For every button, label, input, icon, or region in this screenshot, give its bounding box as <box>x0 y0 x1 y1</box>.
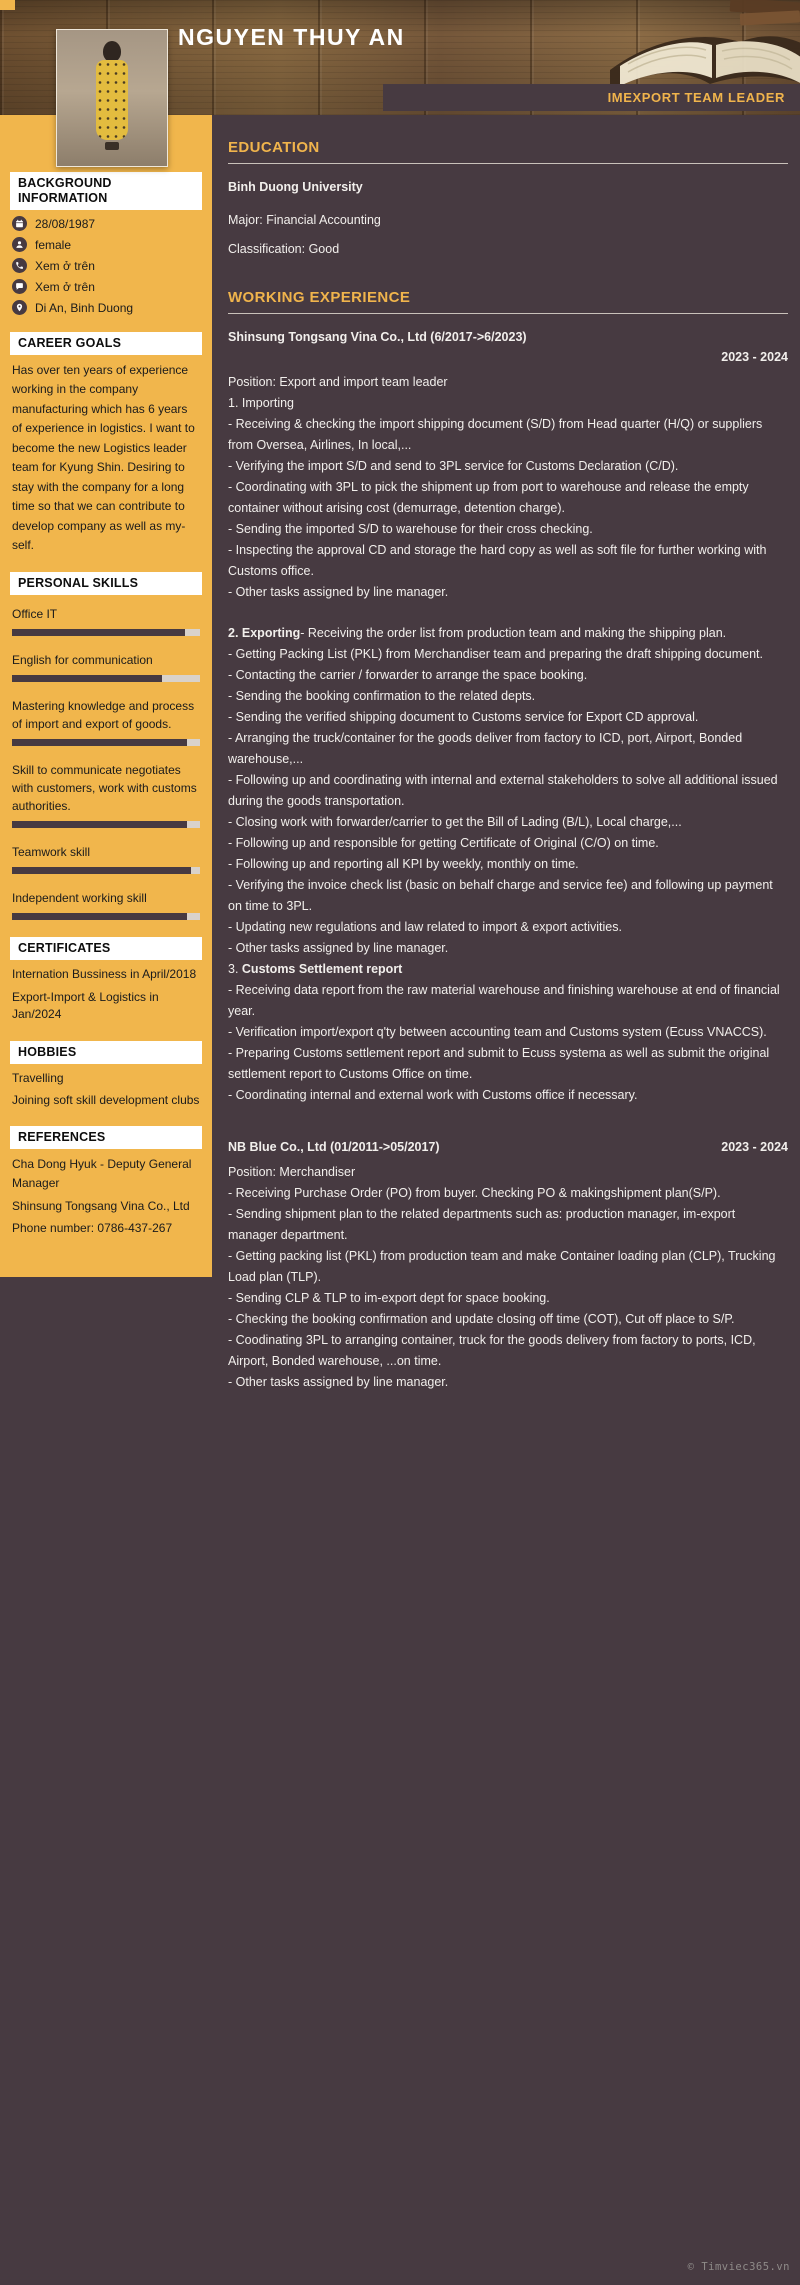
certificate-item: Export-Import & Logistics in Jan/2024 <box>12 989 159 1022</box>
background-information-title: BACKGROUND INFORMATION <box>10 172 202 210</box>
skill-bar <box>12 739 200 746</box>
job-detail-line: 1. Importing <box>228 396 295 410</box>
background-info-item <box>12 300 200 315</box>
references-list <box>10 1155 202 1237</box>
job-period: 2023 - 2024 <box>721 1140 788 1154</box>
skill-item <box>12 697 200 746</box>
job-company: Shinsung Tongsang Vina Co., Ltd (6/2017->6/2023) <box>228 330 527 344</box>
certificates-title: CERTIFICATES <box>10 937 202 960</box>
skill-bar <box>12 675 200 682</box>
background-info-item <box>12 237 200 252</box>
job-detail-line: - Verifying the import S/D and send to 3PL service for Customs Declaration (C/D). <box>228 459 679 473</box>
background-info-text: 28/08/1987 <box>35 216 96 231</box>
job-detail-line: - Sending CLP & TLP to im-export dept for space booking. <box>228 1291 550 1305</box>
skill-bar-fill <box>12 913 187 920</box>
photo-person-head <box>103 41 121 62</box>
career-goals-section <box>10 332 202 555</box>
job-entry <box>228 1140 788 1393</box>
chat-icon <box>12 279 27 294</box>
main-content <box>228 115 788 1393</box>
job-title-badge <box>383 84 800 111</box>
job-detail-line: - Sending shipment plan to the related departments such as: production manager, im-export manager department. <box>228 1207 736 1242</box>
job-detail-line: - Closing work with forwarder/carrier to get the Bill of Lading (B/L), Local charge,... <box>228 815 682 829</box>
corner-accent <box>0 0 15 10</box>
personal-skills-title: PERSONAL SKILLS <box>10 572 202 595</box>
job-detail-line: - Other tasks assigned by line manager. <box>228 585 449 599</box>
job-detail-line: - Checking the booking confirmation and update closing off time (COT), Cut off place to S/P. <box>228 1312 735 1326</box>
reference-line: Cha Dong Hyuk - Deputy General Manager <box>12 1157 192 1190</box>
education-major: Major: Financial Accounting <box>228 213 381 227</box>
skill-label: Skill to communicate negotiates with customers, work with customs authorities. <box>12 763 197 814</box>
job-detail-line: - Other tasks assigned by line manager. <box>228 941 449 955</box>
working-experience-section <box>228 289 788 1393</box>
background-info-item <box>12 216 200 231</box>
certificates-list <box>10 966 202 1023</box>
job-detail-line: - Getting packing list (PKL) from production team and make Container loading plan (CLP), Trucking Load plan (TLP). <box>228 1249 776 1284</box>
job-detail-line: - Inspecting the approval CD and storage the hard copy as well as soft file for further working with Customs office. <box>228 543 767 578</box>
career-goals-text: Has over ten years of experience working in the company manufacturing which has 6 years of experience in logistics. I want to become the new Logistics leader team for Kyung Shin. Desiring to stay with the company for a long time so that we can contribute to develop company as well as my-self. <box>12 363 195 552</box>
job-detail-line: - Arranging the truck/container for the goods deliver from factory to ICD, port, Airport, Bonded warehouse,... <box>228 731 743 766</box>
working-experience-heading: WORKING EXPERIENCE <box>228 289 788 314</box>
certificate-item: Internation Bussiness in April/2018 <box>12 967 197 982</box>
job-detail-line: - Getting Packing List (PKL) from Merchandiser team and preparing the draft shipping document. <box>228 647 763 661</box>
skill-bar <box>12 867 200 874</box>
reference-line: Phone number: 0786-437-267 <box>12 1221 173 1236</box>
background-info-item <box>12 258 200 273</box>
skill-label: Office IT <box>12 607 58 622</box>
phone-icon <box>12 258 27 273</box>
hobby-item: Joining soft skill development clubs <box>12 1092 200 1107</box>
gender-icon <box>12 237 27 252</box>
background-info-text: Di An, Binh Duong <box>35 300 134 315</box>
job-title-badge-label: IMEXPORT TEAM LEADER <box>607 90 785 105</box>
job-detail-line: - Following up and responsible for getting Certificate of Original (C/O) on time. <box>228 836 659 850</box>
skill-bar-fill <box>12 867 191 874</box>
skill-bar-fill <box>12 675 162 682</box>
skill-bar-fill <box>12 739 187 746</box>
job-detail-line: - Other tasks assigned by line manager. <box>228 1375 449 1389</box>
job-detail-line: - Verification import/export q'ty between accounting team and Customs system (Ecuss VNACCS). <box>228 1025 767 1039</box>
photo-person-dress <box>96 60 128 140</box>
watermark: © Timviec365.vn <box>687 2261 790 2273</box>
career-goals-title: CAREER GOALS <box>10 332 202 355</box>
skill-bar <box>12 821 200 828</box>
education-school: Binh Duong University <box>228 180 363 194</box>
job-detail-line: Position: Export and import team leader <box>228 375 448 389</box>
job-detail-line: - Verifying the invoice check list (basic on behalf charge and service fee) and following up payment on time to 3PL. <box>228 878 773 913</box>
job-detail-line: - Contacting the carrier / forwarder to arrange the space booking. <box>228 668 588 682</box>
skill-item <box>12 605 200 636</box>
background-info-item <box>12 279 200 294</box>
job-detail-line: - Receiving & checking the import shipping document (S/D) from Head quarter (H/Q) or suppliers from Oversea, Airlines, In local,... <box>228 417 763 452</box>
job-detail-line: - Receiving Purchase Order (PO) from buyer. Checking PO & makingshipment plan(S/P). <box>228 1186 721 1200</box>
skill-label: Independent working skill <box>12 891 147 906</box>
background-info-text: Xem ở trên <box>35 258 95 273</box>
job-detail-line: - Following up and reporting all KPI by weekly, monthly on time. <box>228 857 579 871</box>
job-detail-line: - Following up and coordinating with internal and external stakeholders to solve all additional issued during the goods transportation. <box>228 773 778 808</box>
skill-label: Mastering knowledge and process of import and export of goods. <box>12 699 195 732</box>
sidebar <box>0 115 212 1277</box>
skill-item <box>12 761 200 828</box>
education-heading: EDUCATION <box>228 139 788 164</box>
job-detail-line: - Preparing Customs settlement report and submit to Ecuss systema as well as submit the original settlement report to Customs Office on time. <box>228 1046 770 1081</box>
job-detail-line: - Coordinating internal and external work with Customs office if necessary. <box>228 1088 638 1102</box>
job-detail-line: 2. Exporting- Receiving the order list from production team and making the shipping plan. <box>228 626 727 640</box>
education-classification: Classification: Good <box>228 242 340 256</box>
background-info-text: Xem ở trên <box>35 279 95 294</box>
skill-item <box>12 651 200 682</box>
skill-bar-fill <box>12 629 185 636</box>
skill-label: Teamwork skill <box>12 845 91 860</box>
hobbies-title: HOBBIES <box>10 1041 202 1064</box>
background-info-list <box>10 216 202 315</box>
job-detail-line: - Receiving data report from the raw material warehouse and finishing warehouse at end of financial year. <box>228 983 780 1018</box>
hobbies-section <box>10 1041 202 1110</box>
references-section <box>10 1126 202 1237</box>
certificates-section <box>10 937 202 1023</box>
job-detail-line: - Coordinating with 3PL to pick the shipment up from port to warehouse and release the empty container without arising cost (demurrage, detention charge). <box>228 480 749 515</box>
skill-item <box>12 843 200 874</box>
background-information-section <box>10 172 202 315</box>
jobs-list <box>228 330 788 1393</box>
hobby-item: Travelling <box>12 1070 64 1085</box>
skill-item <box>12 889 200 920</box>
skills-list <box>10 605 202 920</box>
job-entry <box>228 330 788 1106</box>
personal-skills-section <box>10 572 202 920</box>
education-section <box>228 139 788 259</box>
job-period: 2023 - 2024 <box>721 350 788 364</box>
background-info-text: female <box>35 237 72 252</box>
job-detail-line: - Sending the verified shipping document to Customs service for Export CD approval. <box>228 710 699 724</box>
calendar-icon <box>12 216 27 231</box>
job-detail-line: - Sending the booking confirmation to the related depts. <box>228 689 536 703</box>
hobbies-list <box>10 1070 202 1110</box>
profile-photo <box>56 29 168 167</box>
photo-person-feet <box>105 142 119 150</box>
skill-bar-fill <box>12 821 187 828</box>
candidate-name: NGUYEN THUY AN <box>178 24 405 50</box>
job-header <box>228 330 788 364</box>
job-detail-line: Position: Merchandiser <box>228 1165 356 1179</box>
skill-bar <box>12 913 200 920</box>
job-detail-line: - Updating new regulations and law related to import & export activities. <box>228 920 622 934</box>
job-header <box>228 1140 788 1154</box>
job-detail-line: 3. Customs Settlement report <box>228 962 403 976</box>
skill-label: English for communication <box>12 653 153 668</box>
job-company: NB Blue Co., Ltd (01/2011->05/2017) <box>228 1140 440 1154</box>
location-icon <box>12 300 27 315</box>
skill-bar <box>12 629 200 636</box>
job-detail-line: - Sending the imported S/D to warehouse for their cross checking. <box>228 522 593 536</box>
references-title: REFERENCES <box>10 1126 202 1149</box>
job-detail-line: - Coodinating 3PL to arranging container, truck for the goods delivery from factory to ports, ICD, Airport, Bonded warehouse, ...on time. <box>228 1333 756 1368</box>
reference-line: Shinsung Tongsang Vina Co., Ltd <box>12 1198 190 1213</box>
